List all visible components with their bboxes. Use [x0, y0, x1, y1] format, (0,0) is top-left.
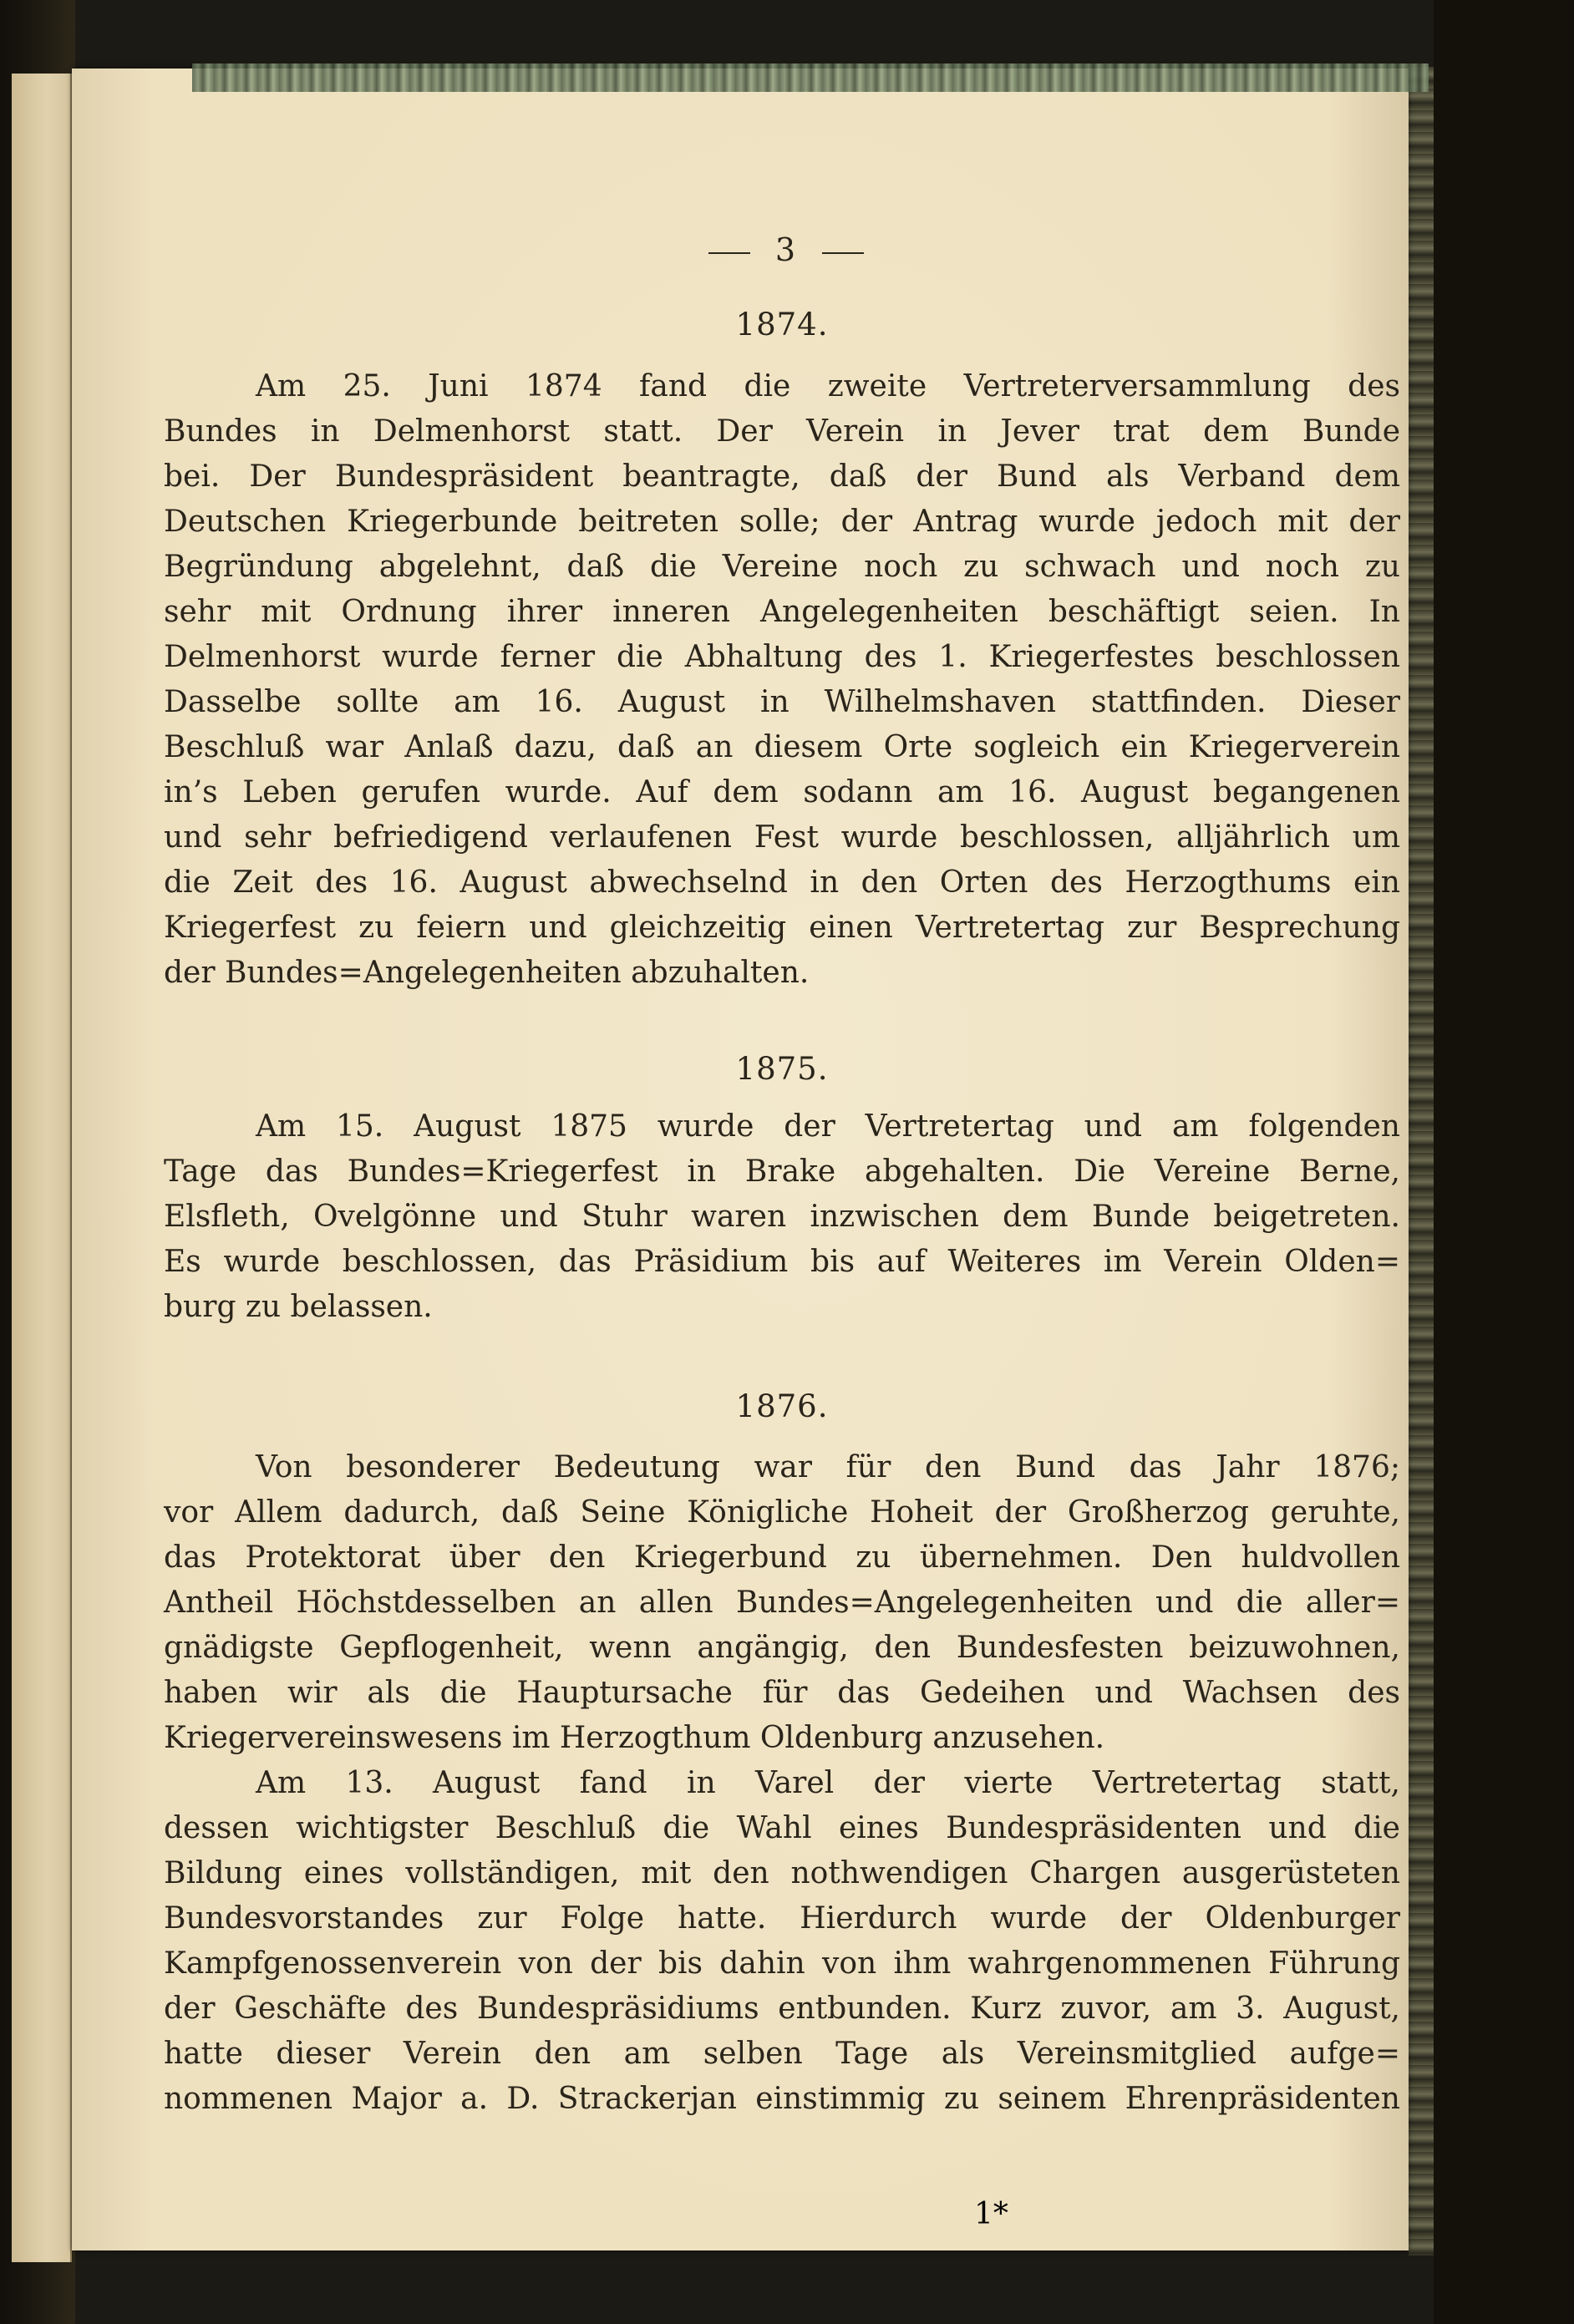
text-line: Elsfleth, Ovelgönne und Stuhr waren inzwischen dem Bunde beigetreten.: [164, 1200, 1400, 1234]
page-number: [698, 231, 874, 268]
page-number-dash-left: [708, 252, 750, 254]
text-line: Am 15. August 1875 wurde der Vertretertag und am folgenden: [256, 1109, 1400, 1144]
text-line: Bundesvorstandes zur Folge hatte. Hierdurch wurde der Oldenburger: [164, 1901, 1400, 1936]
text-line: der Bundes=Angelegenheiten abzuhalten.: [164, 956, 810, 990]
scan-right-margin: [1434, 0, 1574, 2324]
previous-page-edge: [12, 74, 72, 2262]
text-line: Delmenhorst wurde ferner die Abhaltung des 1. Kriegerfestes beschlossen: [164, 640, 1400, 674]
text-line: bei. Der Bundespräsident beantragte, daß der Bund als Verband dem: [164, 459, 1400, 494]
text-line: Am 13. August fand in Varel der vierte Vertretertag statt,: [256, 1766, 1400, 1800]
text-line: vor Allem dadurch, daß Seine Königliche Hoheit der Großherzog geruhte,: [164, 1495, 1400, 1530]
text-line: sehr mit Ordnung ihrer inneren Angelegenheiten beschäftigt seien. In: [164, 595, 1400, 629]
text-line: Begründung abgelehnt, daß die Vereine noch zu schwach und noch zu: [164, 550, 1400, 584]
text-line: Beschluß war Anlaß dazu, daß an diesem Orte sogleich ein Kriegerverein: [164, 730, 1400, 764]
text-line: Tage das Bundes=Kriegerfest in Brake abgehalten. Die Vereine Berne,: [164, 1154, 1400, 1189]
text-line: die Zeit des 16. August abwechselnd in den Orten des Herzogthums ein: [164, 865, 1400, 900]
text-line: Am 25. Juni 1874 fand die zweite Vertreterversammlung des: [256, 369, 1400, 403]
text-line: der Geschäfte des Bundespräsidiums entbunden. Kurz zuvor, am 3. August,: [164, 1992, 1400, 2026]
page-number-dash-right: [822, 252, 864, 254]
binding-strip: [192, 63, 1429, 92]
book-spine-edge: [1409, 67, 1434, 2255]
text-line: dessen wichtigster Beschluß die Wahl eines Bundespräsidenten und die: [164, 1811, 1400, 1845]
book-page: [72, 69, 1409, 2250]
paragraph-1876-b: [164, 1761, 1400, 2122]
text-line: Antheil Höchstdesselben an allen Bundes=Angelegenheiten und die aller=: [164, 1586, 1400, 1620]
text-line: in’s Leben gerufen wurde. Auf dem sodann am 16. August begangenen: [164, 775, 1400, 809]
paragraph-1874: [164, 364, 1400, 996]
text-line: Von besonderer Bedeutung war für den Bund das Jahr 1876;: [256, 1450, 1400, 1484]
text-line: burg zu belassen.: [164, 1290, 433, 1324]
text-line: Bundes in Delmenhorst statt. Der Verein in Jever trat dem Bunde: [164, 414, 1400, 449]
year-heading-1874: 1874.: [735, 307, 829, 343]
text-line: das Protektorat über den Kriegerbund zu übernehmen. Den huldvollen: [164, 1540, 1400, 1575]
text-line: gnädigste Gepflogenheit, wenn angängig, den Bundesfesten beizuwohnen,: [164, 1631, 1400, 1665]
text-line: und sehr befriedigend verlaufenen Fest wurde beschlossen, alljährlich um: [164, 820, 1400, 855]
paragraph-1875: [164, 1104, 1400, 1330]
text-line: nommenen Major a. D. Strackerjan einstimmig zu seinem Ehrenpräsidenten: [164, 2082, 1400, 2116]
text-line: hatte dieser Verein den am selben Tage als Vereinsmitglied aufge=: [164, 2037, 1400, 2071]
text-line: Dasselbe sollte am 16. August in Wilhelmshaven stattfinden. Dieser: [164, 685, 1400, 719]
text-line: Kampfgenossenverein von der bis dahin von ihm wahrgenommenen Führung: [164, 1946, 1400, 1981]
text-line: Kriegerfest zu feiern und gleichzeitig einen Vertretertag zur Besprechung: [164, 911, 1400, 945]
paragraph-1876-a: [164, 1445, 1400, 1761]
year-heading-1876: 1876.: [735, 1388, 829, 1424]
text-line: Deutschen Kriegerbunde beitreten solle; der Antrag wurde jedoch mit der: [164, 505, 1400, 539]
page-number-value: 3: [774, 231, 798, 268]
printer-signature-mark: 1*: [974, 2197, 1008, 2231]
text-line: haben wir als die Hauptursache für das Gedeihen und Wachsen des: [164, 1676, 1400, 1710]
text-line: Kriegervereinswesens im Herzogthum Oldenburg anzusehen.: [164, 1721, 1105, 1755]
year-heading-1875: 1875.: [735, 1051, 829, 1087]
text-line: Bildung eines vollständigen, mit den nothwendigen Chargen ausgerüsteten: [164, 1856, 1400, 1890]
text-line: Es wurde beschlossen, das Präsidium bis auf Weiteres im Verein Olden=: [164, 1245, 1400, 1279]
